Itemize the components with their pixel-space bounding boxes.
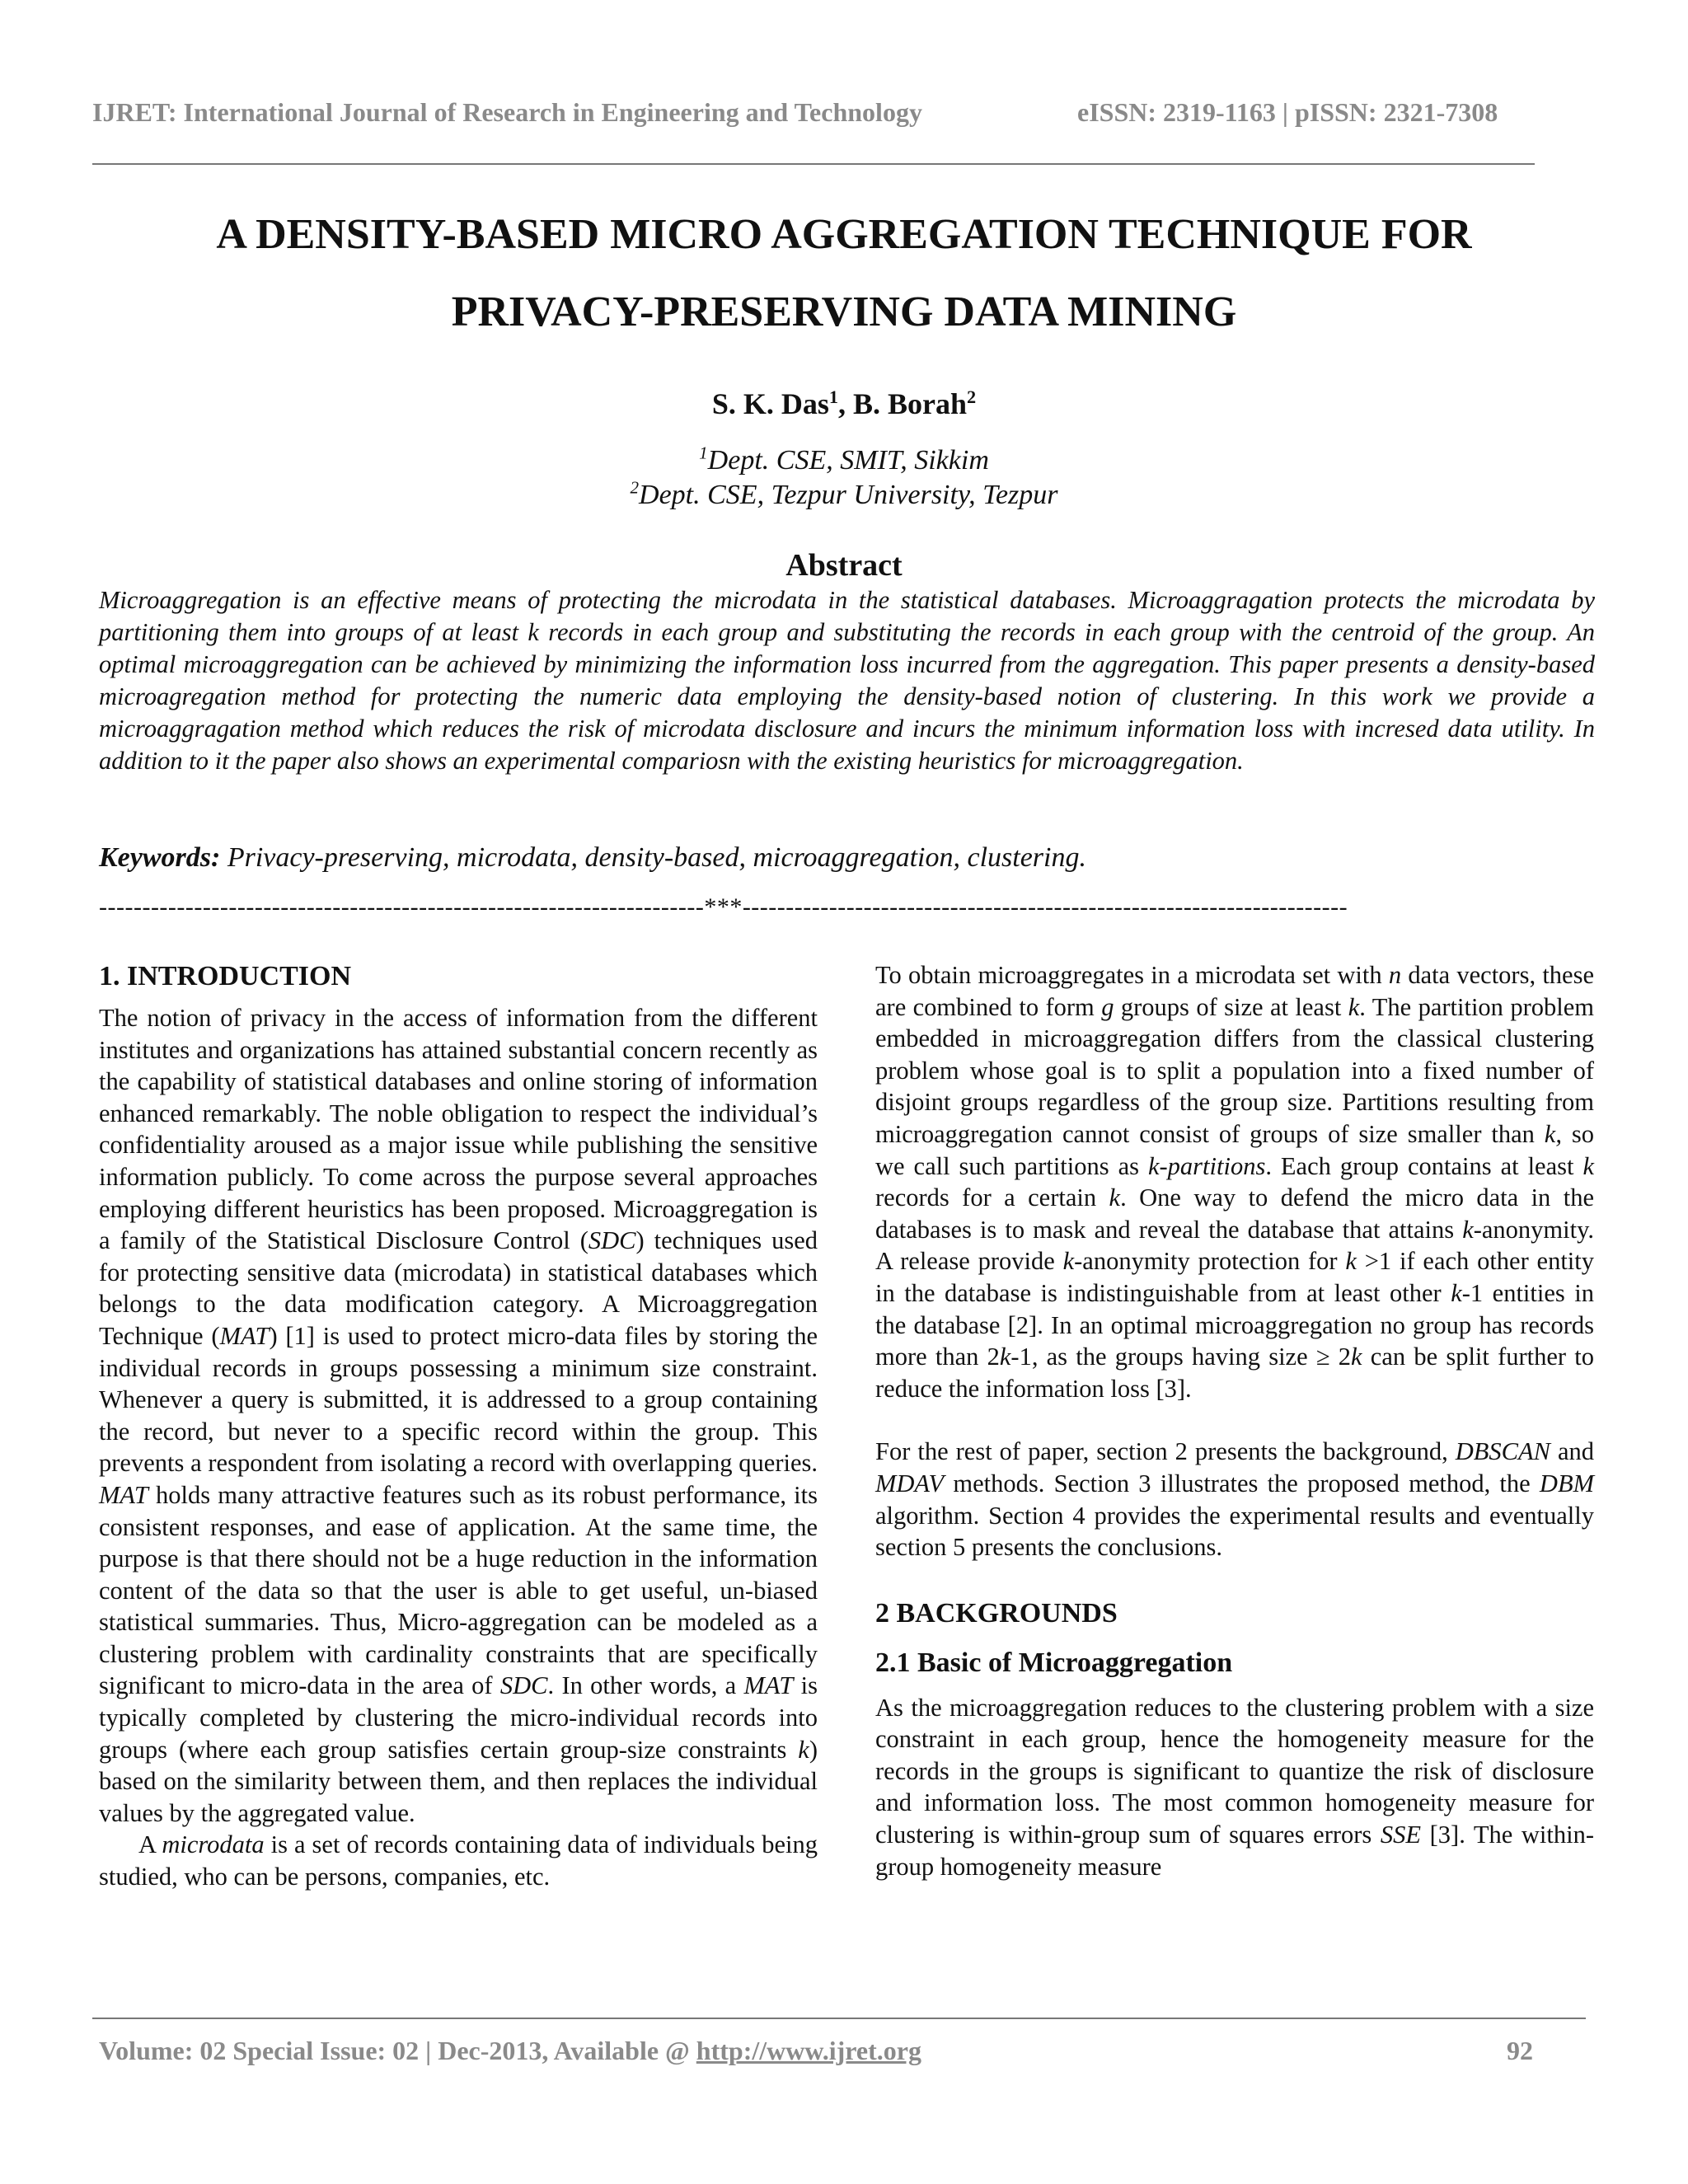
running-header	[92, 97, 1535, 128]
author-1-affil-mark: 1	[828, 387, 838, 407]
intro-paragraph-1: The notion of privacy in the access of information from the different institutes and organizations has attained substantial concern recently as the capability of statistical databases and online storing of information enhanced remarkably. The noble obligation to respect the individual’s confidentiality aroused as a major issue while publishing the sensitive information publicly. To come across the purpose several approaches employing different heuristics has been proposed. Microaggregation is a family of the Statistical Disclosure Control (SDC) techniques used for protecting sensitive data (microdata) in statistical databases which belongs to the data modification category. A Microaggregation Technique (MAT) [1] is used to protect micro-data files by storing the individual records in groups possessing a minimum size constraint. Whenever a query is submitted, it is addressed to a group containing the record, but never to a specific record within the group. This prevents a respondent from isolating a record with overlapping queries. MAT holds many attractive features such as its robust performance, its consistent responses, and ease of application. At the same time, the purpose is that there should not be a huge reduction in the information content of the data so that the user is able to get useful, un-biased statistical summaries. Thus, Micro-aggregation can be modeled as a clustering problem with cardinality constraints that are specifically significant to micro-data in the area of SDC. In other words, a MAT is typically completed by clustering the micro-individual records into groups (where each group satisfies certain group-size constraints k) based on the similarity between them, and then replaces the individual values by the aggregated value.	[99, 1004, 818, 1827]
issn: eISSN: 2319-1163 | pISSN: 2321-7308	[1077, 97, 1498, 127]
keywords-text: Privacy-preserving, microdata, density-based, microaggregation, clustering.	[220, 842, 1086, 873]
subsection-2-1-heading: 2.1 Basic of Microaggregation	[875, 1647, 1233, 1678]
title-line-1: A DENSITY-BASED MICRO AGGREGATION TECHNIQUE FOR	[216, 211, 1472, 258]
intro-heading: 1. INTRODUCTION	[99, 961, 352, 991]
author-separator: ,	[838, 387, 853, 420]
right-paragraph-1: To obtain microaggregates in a microdata set with n data vectors, these are combined to form g groups of size at least k. The partition problem embedded in microaggregation differs from the classical clustering problem whose goal is to split a population into a fixed number of disjoint groups regardless of the group size. Partitions resulting from microaggregation cannot consist of groups of size smaller than k, so we call such partitions as k-partitions. Each group contains at least k records for a certain k. One way to defend the micro data in the databases is to mask and reveal the database that attains k-anonymity. A release provide k-anonymity protection for k >1 if each other entity in the database is indistinguishable from at least other k-1 entities in the database [2]. In an optimal microaggregation no group has records more than 2k-1, as the groups having size ≥ 2k can be split further to reduce the information loss [3].	[875, 961, 1594, 1403]
journal-url-link[interactable]: http://www.ijret.org	[696, 2036, 921, 2065]
intro-paragraph-2: A microdata is a set of records containing data of individuals being studied, who can be persons, companies, etc.	[99, 1830, 818, 1891]
title-line-2: PRIVACY-PRESERVING DATA MINING	[451, 288, 1237, 335]
author-2: B. Borah	[853, 387, 968, 420]
page-number: 92	[1507, 2036, 1533, 2065]
page-footer	[99, 2036, 1533, 2066]
journal-name: IJRET: International Journal of Research in Engineering and Technology	[92, 97, 922, 127]
right-column	[875, 959, 1594, 1882]
affiliation-2-mark: 2	[630, 477, 640, 498]
keywords	[99, 842, 1595, 874]
affiliation-1-mark: 1	[699, 443, 708, 463]
author-2-affil-mark: 2	[967, 387, 977, 407]
right-paragraph-2: For the rest of paper, section 2 presents the background, DBSCAN and MDAV methods. Section 3 illustrates the proposed method, the DBM algorithm. Section 4 provides the experimental results and eventually section 5 presents the conclusions.	[875, 1437, 1594, 1562]
paper-title	[92, 196, 1596, 351]
authors	[0, 387, 1688, 421]
header-rule	[92, 163, 1535, 165]
author-1: S. K. Das	[711, 387, 829, 420]
right-paragraph-3: As the microaggregation reduces to the clustering problem with a size constraint in each group, hence the homogeneity measure for the records in the groups is significant to quantize the risk of disclosure and information loss. The most common homogeneity measure for clustering is within-group sum of squares errors SSE [3]. The within-group homogeneity measure	[875, 1693, 1594, 1881]
section-separator: ----------------------------------------------------------------------***----------------------------------------------------------------------	[99, 893, 1348, 921]
backgrounds-heading: 2 BACKGROUNDS	[875, 1597, 1118, 1629]
keywords-label: Keywords:	[99, 842, 221, 873]
abstract-heading: Abstract	[785, 548, 903, 583]
affiliation-2	[0, 477, 1688, 511]
left-column	[99, 959, 818, 1893]
abstract-body: Microaggregation is an effective means of protecting the microdata in the statistical databases. Microaggragation protects the microdata by partitioning them into groups of at least k records in each group and substituting the records in each group with the centroid of the group. An optimal microaggregation can be achieved by minimizing the information loss incurred from the aggregation. This paper presents a density-based microagregation method for protecting the numeric data employing the density-based notion of clustering. In this work we provide a microaggragation method which reduces the risk of microdata disclosure and incurs the minimum information loss with incresed data utility. In addition to it the paper also shows an experimental compariosn with the existing heuristics for microaggregation.	[99, 586, 1595, 775]
affiliation-2-text: Dept. CSE, Tezpur University, Tezpur	[639, 480, 1058, 510]
footer-rule	[92, 2018, 1586, 2019]
affiliation-1-text: Dept. CSE, SMIT, Sikkim	[707, 445, 989, 476]
affiliation-1	[0, 445, 1688, 476]
footer-volume-text: Volume: 02 Special Issue: 02 | Dec-2013, Available @	[99, 2036, 696, 2065]
